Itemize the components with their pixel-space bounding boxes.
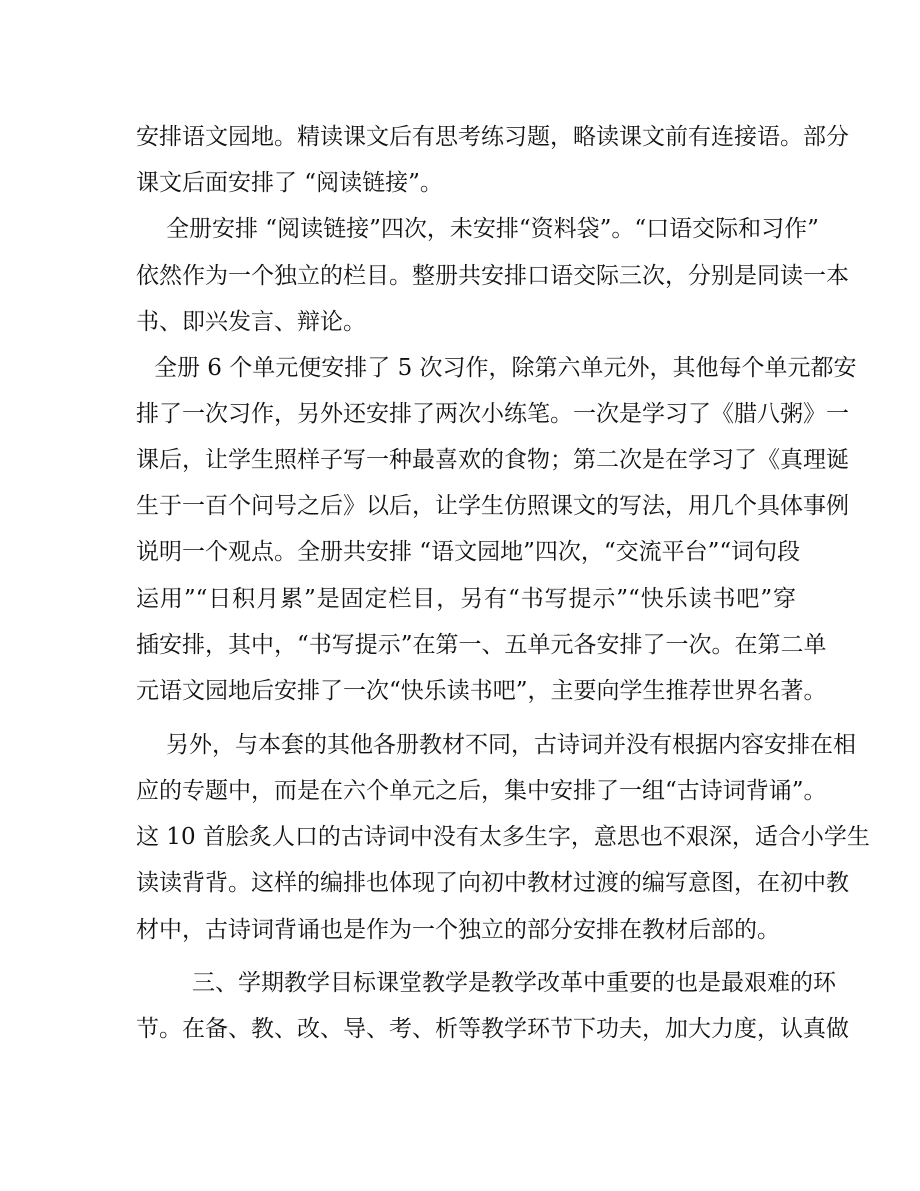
paragraph-3-line-3: 课后，让学生照样子写一种最喜欢的食物；第二次是在学习了《真理诞 <box>136 447 849 473</box>
paragraph-3-line-2: 排了一次习作，另外还安排了两次小练笔。一次是学习了《腊八粥》一 <box>136 401 849 427</box>
paragraph-2-line-3: 书、即兴发言、辩论。 <box>136 309 366 335</box>
paragraph-4-line-5: 材中，古诗词背诵也是作为一个独立的部分安排在教材后部的。 <box>136 917 780 943</box>
paragraph-3-line-7: 插安排，其中，“书写提示”在第一、五单元各安排了一次。在第二单 <box>136 632 827 658</box>
paragraph-3-line-8: 元语文园地后安排了一次“快乐读书吧”，主要向学生推荐世界名著。 <box>136 678 827 704</box>
paragraph-3-line-1: 全册 6 个单元便安排了 5 次习作，除第六单元外，其他每个单元都安 <box>154 355 857 381</box>
paragraph-3-line-6: 运用”“日积月累”是固定栏目，另有“书写提示”“快乐读书吧”穿 <box>136 586 796 612</box>
paragraph-2-line-1: 全册安排 “阅读链接”四次，未安排“资料袋”。“口语交际和习作” <box>166 216 819 242</box>
paragraph-2-line-2: 依然作为一个独立的栏目。整册共安排口语交际三次，分别是同读一本 <box>136 263 849 289</box>
paragraph-1-line-2: 课文后面安排了 “阅读链接”。 <box>136 170 443 196</box>
paragraph-4-line-1: 另外，与本套的其他各册教材不同，古诗词并没有根据内容安排在相 <box>166 732 856 758</box>
paragraph-4-line-3: 这 10 首脍炙人口的古诗词中没有太多生字，意思也不艰深，适合小学生 <box>136 824 870 850</box>
paragraph-3-line-5: 说明一个观点。全册共安排 “语文园地”四次，“交流平台”“词句段 <box>136 539 801 565</box>
paragraph-4-line-2: 应的专题中，而是在六个单元之后，集中安排了一组“古诗词背诵”。 <box>136 778 827 804</box>
paragraph-5-line-2: 节。在备、教、改、导、考、析等教学环节下功夫，加大力度，认真做 <box>136 1016 849 1042</box>
paragraph-3-line-4: 生于一百个问号之后》以后，让学生仿照课文的写法，用几个具体事例 <box>136 493 849 519</box>
paragraph-1-line-1: 安排语文园地。精读课文后有思考练习题，略读课文前有连接语。部分 <box>136 124 849 150</box>
paragraph-5-line-1: 三、学期教学目标课堂教学是教学改革中重要的也是最艰难的环 <box>192 970 836 996</box>
paragraph-4-line-4: 读读背背。这样的编排也体现了向初中教材过渡的编写意图，在初中教 <box>136 870 849 896</box>
